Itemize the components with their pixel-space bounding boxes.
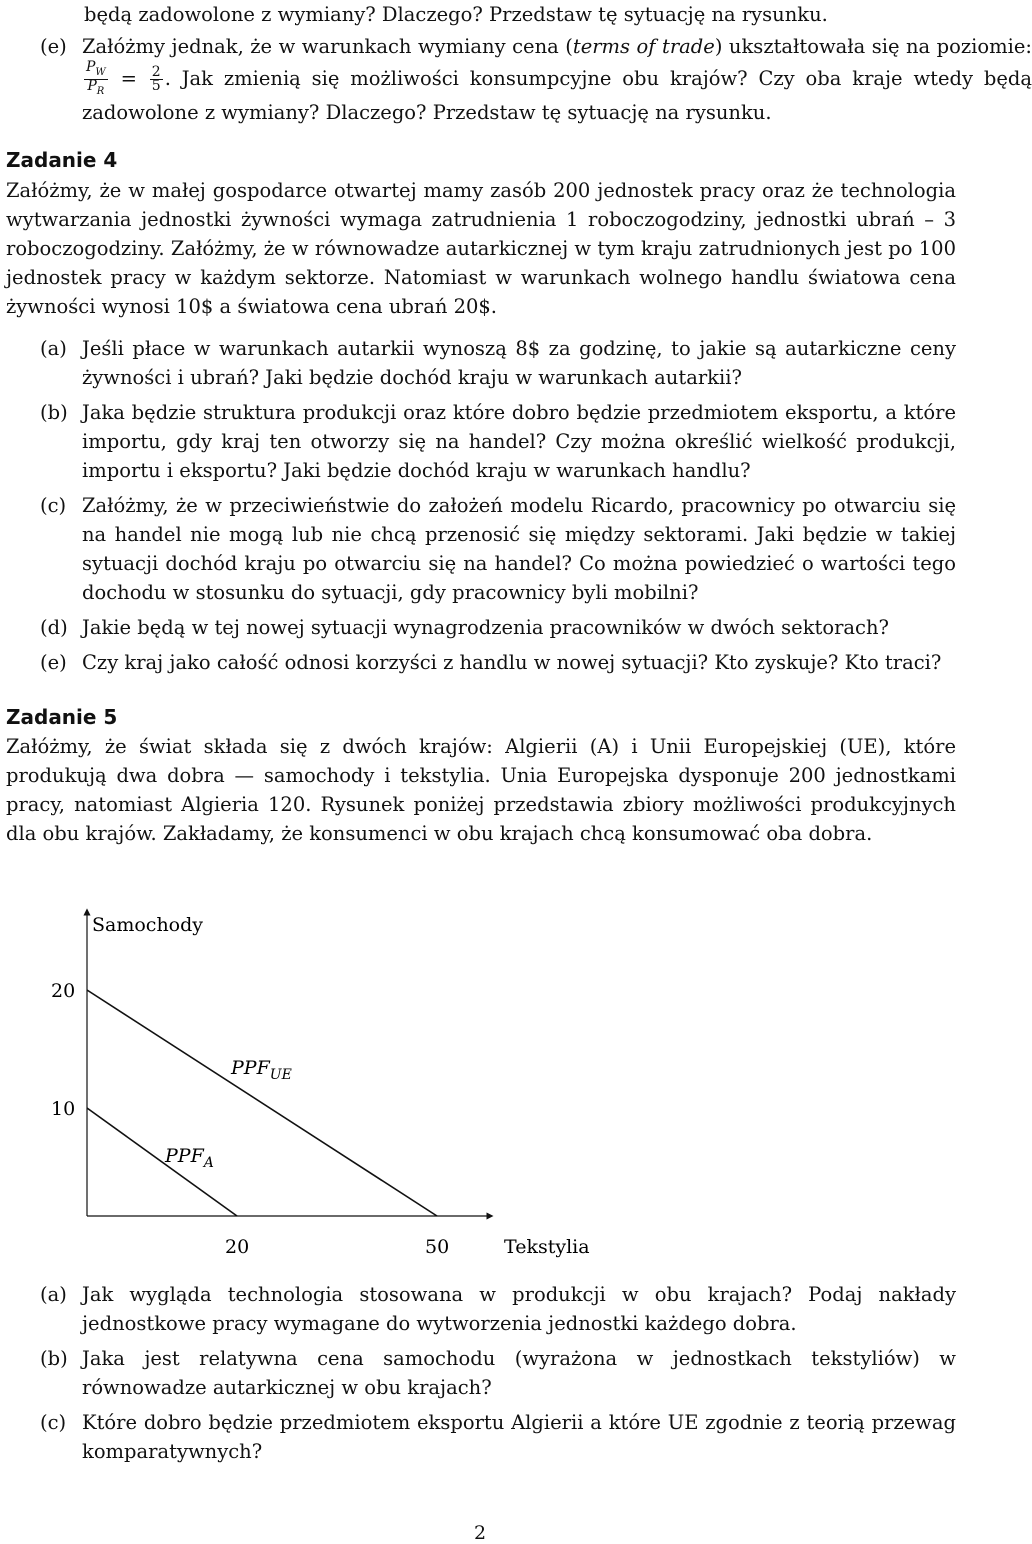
y-axis-label: Samochody [92,914,204,936]
series-line-ppf-a [87,1108,237,1216]
item-text: ) ukształtowała się na poziomie: [714,35,1032,58]
item-text: . Jak zmienią się możliwości konsumpcyjne obu krajów? Czy oba kraje wtedy będą zadowolone z wymiany? Dlaczego? Przedstaw tę sytuację na rysunku. [82,66,1032,124]
ppf-chart-svg [0,900,960,1280]
continuation-line: będą zadowolone z wymiany? Dlaczego? Przedstaw tę sytuację na rysunku. [84,3,828,26]
x-axis-label: Tekstylia [504,1236,590,1258]
x-tick-label: 50 [425,1236,450,1258]
series-label-ppf-ue: $PPF_{UE}$ [231,1057,292,1083]
x-tick-label: 20 [225,1236,250,1258]
list-item: (b) Jaka będzie struktura produkcji oraz które dobro będzie przedmiotem eksportu, a które importu, gdy kraj ten otworzy się na handel? Czy można określić wielkość produkcji, importu i eksportu? Jaki będzie dochód kraju w warunkach handlu? [40,401,956,482]
list-item: (a) Jak wygląda technologia stosowana w produkcji w obu krajach? Podaj nakłady jednostkowe pracy wymagane do wytworzenia jednostki każdego dobra. [40,1283,956,1335]
item-text: Załóżmy jednak, że w warunkach wymiany cena ( [82,35,573,58]
list-item: (b) Jaka jest relatywna cena samochodu (wyrażona w jednostkach tekstyliów) w równowadze autarkicznej w obu krajach? [40,1347,956,1399]
list-item: (c) Załóżmy, że w przeciwieństwie do założeń modelu Ricardo, pracownicy po otwarciu się na handel nie mogą lub nie chcą przenosić się między sektorami. Jaki będzie w takiej sytuacji dochód kraju po otwarciu się na handel? Co można powiedzieć o wartości tego dochodu w stosunku do sytuacji, gdy pracownicy byli mobilni? [40,494,956,604]
value-fraction: $\frac{2}{5}$ [151,63,161,94]
list-item-e-top [6,32,1032,127]
section-heading-zadanie-4: Zadanie 4 [6,148,118,172]
list-item: (a) Jeśli płace w warunkach autarkii wynoszą 8$ za godzinę, to jakie są autarkiczne ceny żywności i ubrań? Jaki będzie dochód kraju w warunkach autarkii? [40,337,956,389]
y-tick-label: 10 [51,1098,76,1120]
series-line-ppf-ue [87,990,437,1216]
zadanie-4-items [6,334,956,677]
ppf-chart [0,900,960,1280]
equals-sign: = [120,66,137,90]
item-label: (e) [40,35,67,58]
terms-of-trade-text: terms of trade [572,35,715,58]
list-item: (d) Jakie będą w tej nowej sytuacji wynagrodzenia pracowników w dwóch sektorach? [40,616,889,639]
zadanie-5-items [6,1280,956,1466]
price-ratio-fraction: $\frac{P_W}{P_R}$ [86,59,106,97]
zadanie-4-intro: Załóżmy, że w małej gospodarce otwartej mamy zasób 200 jednostek pracy oraz że technologia wytwarzania jednostki żywności wymaga zatrudnienia 1 roboczogodziny, jednostki ubrań – 3 roboczogodziny. Załóżmy, że w równowadze autarkicznej w tym kraju zatrudnionych jest po 100 jednostek pracy w każdym sektorze. Natomiast w warunkach wolnego handlu światowa cena żywności wynosi 10$ a światowa cena ubrań 20$. [6,179,956,318]
list-item: (c) Które dobro będzie przedmiotem eksportu Algierii a które UE zgodnie z teorią przewag komparatywnych? [40,1411,956,1463]
series-label-ppf-a: $PPF_A$ [165,1145,214,1171]
section-heading-zadanie-5: Zadanie 5 [6,705,118,729]
list-item: (e) Czy kraj jako całość odnosi korzyści z handlu w nowej sytuacji? Kto zyskuje? Kto traci? [40,651,942,674]
page-number: 2 [473,1522,487,1544]
y-tick-label: 20 [51,980,76,1002]
zadanie-5-intro: Załóżmy, że świat składa się z dwóch krajów: Algierii (A) i Unii Europejskiej (UE), które produkują dwa dobra — samochody i tekstylia. Unia Europejska dysponuje 200 jednostkami pracy, natomiast Algieria 120. Rysunek poniżej przedstawia zbiory możliwości produkcyjnych dla obu krajów. Zakładamy, że konsumenci w obu krajach chcą konsumować oba dobra. [6,735,956,845]
